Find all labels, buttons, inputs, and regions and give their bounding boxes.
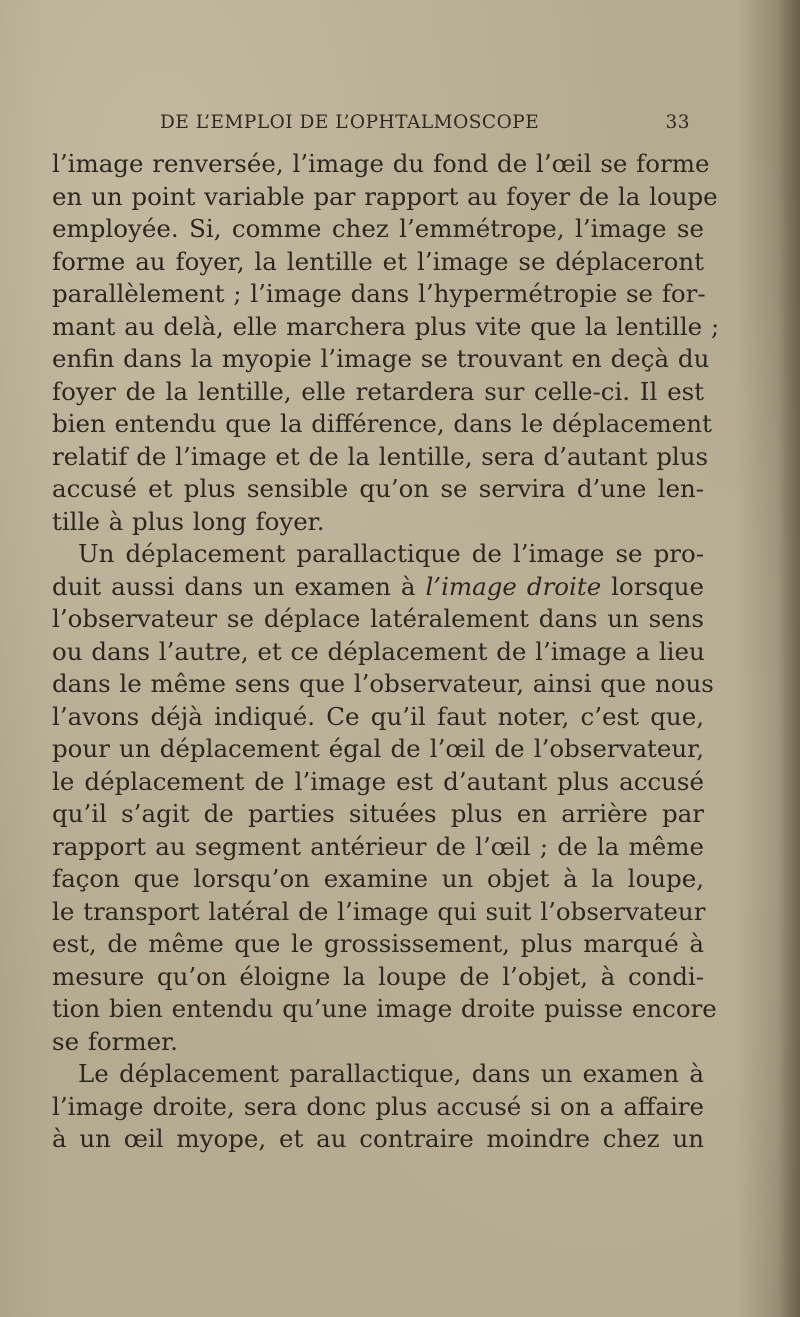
page-number: 33 [665, 112, 690, 133]
text-line: le déplacement de l’image est d’autant plus accusé [52, 766, 704, 796]
body-text [52, 148, 720, 1156]
text-line: tille à plus long foyer. [52, 506, 325, 536]
text-line: ou dans l’autre, et ce déplacement de l’image a lieu [52, 636, 705, 666]
text-line: dans le même sens que l’observateur, ainsi que nous [52, 669, 714, 698]
text-line: foyer de la lentille, elle retardera sur celle-ci. Il est [52, 376, 704, 406]
italic-term: l’image droite [425, 571, 602, 601]
text-line: l’image renversée, l’image du fond de l’œil se forme [52, 149, 710, 178]
text-line: l’observateur se déplace latéralement dans un sens [52, 604, 704, 633]
text-line: tion bien entendu qu’une image droite puisse encore [52, 994, 717, 1023]
text-line: façon que lorsqu’on examine un objet à la loupe, [52, 864, 704, 893]
text-line-with-italic [52, 571, 704, 604]
text-line: Le déplacement parallactique, dans un examen à [78, 1059, 704, 1088]
text-line: est, de même que le grossissement, plus marqué à [52, 929, 704, 958]
text-line: employée. Si, comme chez l’emmétrope, l’image se [52, 214, 704, 243]
text-line: à un œil myope, et au contraire moindre chez un [52, 1124, 704, 1153]
text-line: se former. [52, 1026, 178, 1056]
text-line: en un point variable par rapport au foyer de la loupe [52, 181, 718, 211]
running-head-title: DE L’EMPLOI DE L’OPHTALMOSCOPE [160, 112, 540, 133]
text-line: rapport au segment antérieur de l’œil ; de la même [52, 831, 704, 861]
text-line: bien entendu que la différence, dans le déplacement [52, 409, 712, 438]
text-line: l’image droite, sera donc plus accusé si on a affaire [52, 1091, 704, 1121]
text-line: mesure qu’on éloigne la loupe de l’objet, à condi- [52, 961, 704, 991]
text-line: relatif de l’image et de la lentille, sera d’autant plus [52, 441, 709, 471]
text-line: forme au foyer, la lentille et l’image se déplaceront [52, 246, 704, 276]
text-line: l’avons déjà indiqué. Ce qu’il faut noter, c’est que, [52, 701, 704, 731]
text-line: enfin dans la myopie l’image se trouvant en deçà du [52, 344, 710, 373]
text-line: parallèlement ; l’image dans l’hypermétropie se for- [52, 279, 706, 308]
text-line: Un déplacement parallactique de l’image se pro- [78, 539, 704, 568]
text-line: accusé et plus sensible qu’on se servira d’une len- [52, 474, 704, 503]
text-run: lorsque [601, 571, 705, 601]
page-edge-shadow [778, 0, 800, 1317]
text-line: pour un déplacement égal de l’œil de l’observateur, [52, 734, 704, 763]
text-line: le transport latéral de l’image qui suit l’observateur [52, 896, 706, 926]
text-run: duit aussi dans un examen à [52, 571, 426, 601]
running-head [160, 108, 690, 138]
text-line: mant au delà, elle marchera plus vite que la lentille ; [52, 311, 720, 341]
text-line: qu’il s’agit de parties situées plus en arrière par [52, 799, 704, 828]
